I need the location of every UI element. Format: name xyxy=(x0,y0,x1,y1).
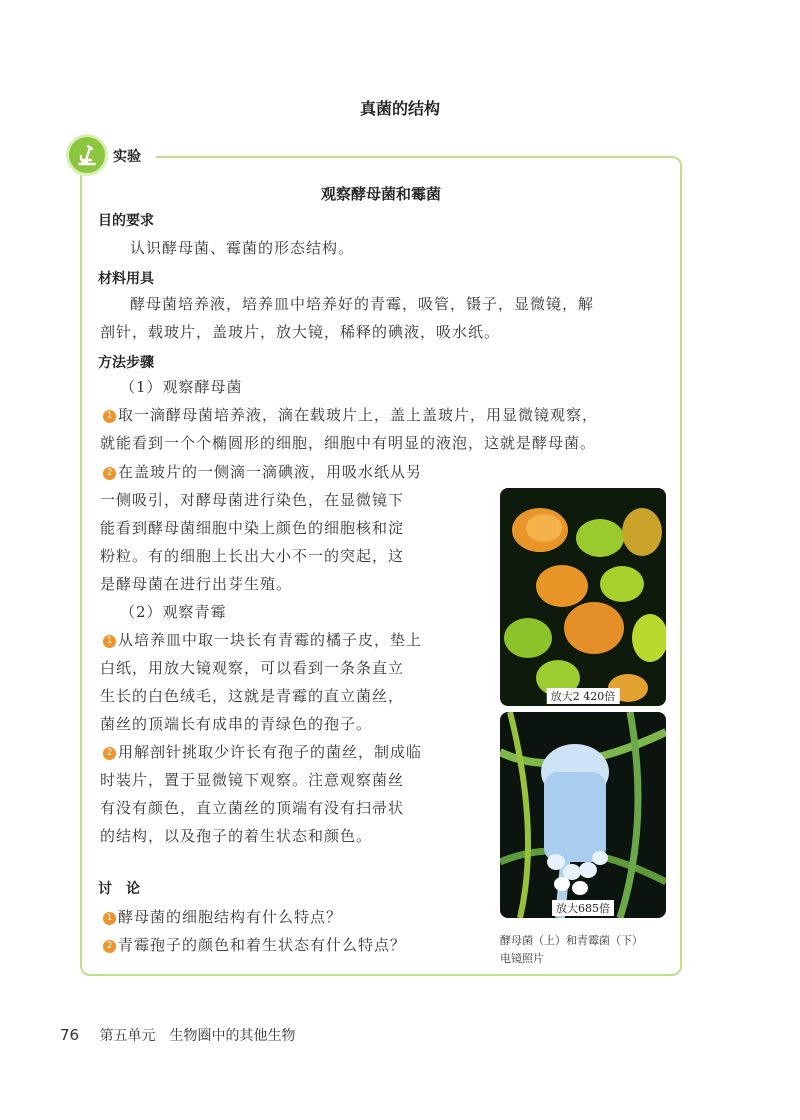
materials-line: 酵母菌培养液，培养皿中培养好的青霉，吸管，镊子，显微镜，解 xyxy=(130,295,595,313)
step4-line: 用解剖针挑取少许长有孢子的菌丝，制成临 xyxy=(118,743,423,761)
question-number-badge: 1 xyxy=(103,912,116,925)
step-number-badge: 2 xyxy=(103,747,116,760)
step2-line: 是酵母菌在进行出芽生殖。 xyxy=(100,575,293,593)
purpose-heading: 目的要求 xyxy=(98,213,154,229)
step1-line: 取一滴酵母菌培养液，滴在载玻片上，盖上盖玻片，用显微镜观察， xyxy=(118,406,599,424)
materials-line: 剖针，载玻片，盖玻片，放大镜，稀释的碘液，吸水纸。 xyxy=(100,323,501,341)
step1-line: 就能看到一个个椭圆形的细胞，细胞中有明显的液泡，这就是酵母菌。 xyxy=(100,434,597,452)
step3-line: 白纸，用放大镜观察，可以看到一条条直立 xyxy=(100,659,405,677)
step-number-badge: 2 xyxy=(103,467,116,480)
magnification-label: 放大685倍 xyxy=(552,900,614,916)
step4-line: 有没有颜色，直立菌丝的顶端有没有扫帚状 xyxy=(100,799,405,817)
purpose-text: 认识酵母菌、霉菌的形态结构。 xyxy=(130,239,355,257)
question-number-badge: 2 xyxy=(103,940,116,953)
step3-line: 生长的白色绒毛，这就是青霉的直立菌丝， xyxy=(100,687,405,705)
discussion-heading: 讨 论 xyxy=(98,881,140,897)
mold-micrograph xyxy=(500,712,666,918)
part1-heading: （1）观察酵母菌 xyxy=(120,378,243,396)
step2-line: 在盖玻片的一侧滴一滴碘液，用吸水纸从另 xyxy=(118,463,423,481)
experiment-title: 观察酵母菌和霉菌 xyxy=(320,185,441,203)
step2-line: 一侧吸引，对酵母菌进行染色，在显微镜下 xyxy=(100,491,405,509)
experiment-label: 实验 xyxy=(113,149,141,165)
page-footer xyxy=(60,1025,296,1045)
magnification-label: 放大2 420倍 xyxy=(547,688,620,704)
unit-title: 第五单元 生物圈中的其他生物 xyxy=(99,1028,296,1044)
step3-line: 从培养皿中取一块长有青霉的橘子皮，垫上 xyxy=(118,631,423,649)
step3-line: 菌丝的顶端长有成串的青绿色的孢子。 xyxy=(100,715,373,733)
part2-heading: （2）观察青霉 xyxy=(120,603,227,621)
method-heading: 方法步骤 xyxy=(98,355,154,371)
step4-line: 时装片，置于显微镜下观察。注意观察菌丝 xyxy=(100,771,405,789)
caption-line: 电镜照片 xyxy=(500,952,544,965)
step2-line: 能看到酵母菌细胞中染上颜色的细胞核和淀 xyxy=(100,519,405,537)
discussion-question: 青霉孢子的颜色和着生状态有什么特点？ xyxy=(118,936,407,954)
page-number: 76 xyxy=(60,1026,80,1044)
step-number-badge: 1 xyxy=(103,410,116,423)
step2-line: 粉粒。有的细胞上长出大小不一的突起，这 xyxy=(100,547,405,565)
step-number-badge: 1 xyxy=(103,635,116,648)
materials-heading: 材料用具 xyxy=(98,271,154,287)
microscope-icon xyxy=(66,134,108,176)
step4-line: 的结构，以及孢子的着生状态和颜色。 xyxy=(100,827,373,845)
discussion-question: 酵母菌的细胞结构有什么特点？ xyxy=(118,908,343,926)
section-title: 真菌的结构 xyxy=(359,99,440,118)
caption-line: 酵母菌（上）和青霉菌（下） xyxy=(500,934,643,947)
yeast-micrograph xyxy=(500,488,666,706)
figure-caption xyxy=(500,932,675,968)
